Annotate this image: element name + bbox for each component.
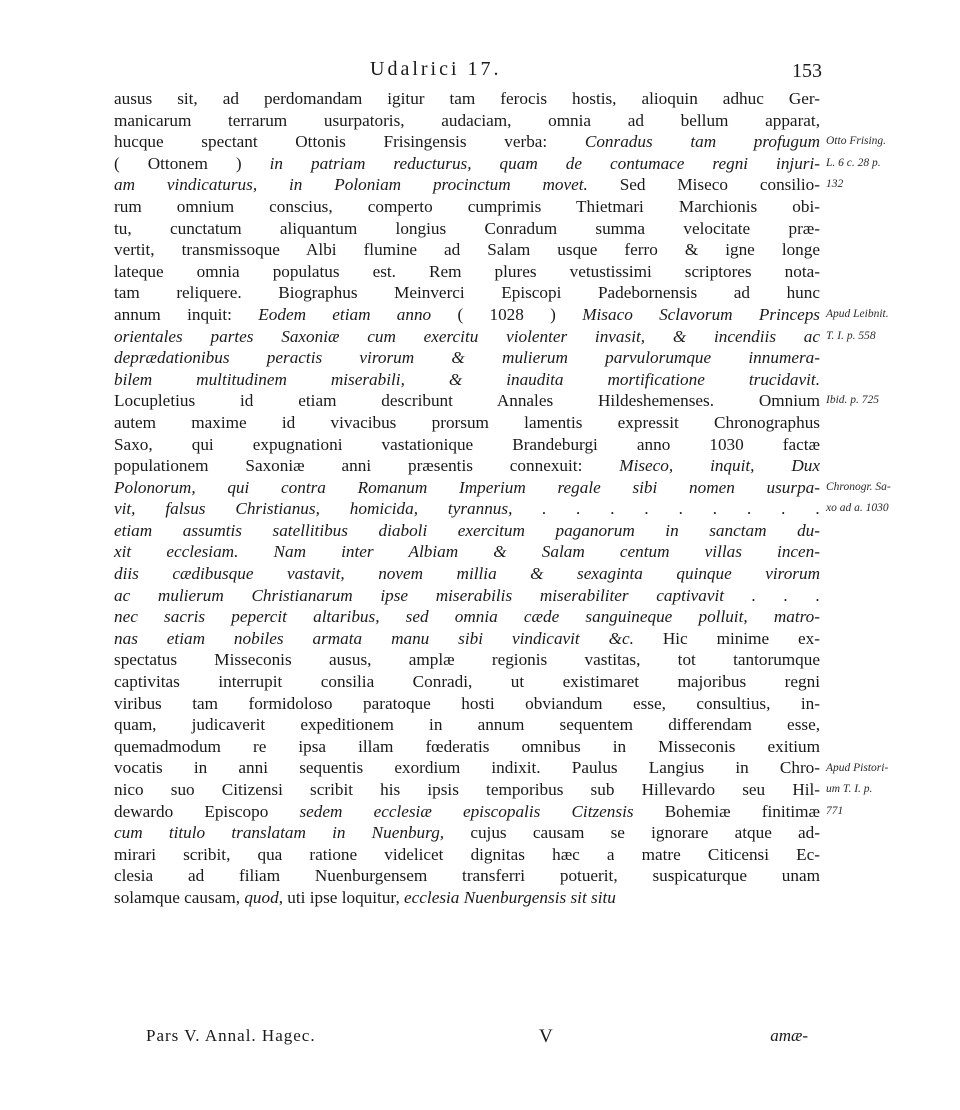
text-line [114, 801, 820, 823]
signature-mark: V [539, 1026, 553, 1047]
text-line [114, 541, 820, 563]
page-number: 153 [792, 60, 822, 82]
text-line [114, 455, 820, 477]
text-line [114, 822, 820, 844]
text-line [114, 585, 820, 607]
text-line [114, 390, 820, 412]
text-run: , uti ipse loquitur, [278, 887, 405, 907]
text-run: hucque spectant Ottonis Frisingensis verba: [114, 132, 585, 152]
text-line [114, 88, 820, 110]
margin-note: 771 [826, 804, 844, 817]
text-line [114, 304, 820, 326]
text-run: clesia ad filiam Nuenburgensem transferri potuerit, suspicaturque unam [114, 866, 820, 886]
margin-note: xo ad a. 1030 [826, 502, 889, 515]
text-run: autem maxime id vivacibus prorsum lamentis expressit Chronographus [114, 412, 820, 432]
text-run: captivitas interrupit consilia Conradi, ut existimaret majoribus regni [114, 672, 820, 692]
text-line [114, 649, 820, 671]
margin-note: L. 6 c. 28 p. [826, 156, 881, 169]
text-run: tu, cunctatum aliquantum longius Conradum summa velocitate præ- [114, 218, 820, 238]
italic-text-run: cum titulo translatam in Nuenburg, [114, 823, 445, 843]
margin-note: um T. I. p. [826, 783, 873, 796]
text-line [114, 671, 820, 693]
text-line [114, 844, 820, 866]
text-run: dewardo Episcopo [114, 801, 300, 821]
text-line [114, 239, 820, 261]
text-run: quemadmodum re ipsa illam fœderatis omnibus in Misseconis exitium [114, 736, 820, 756]
text-run: ausus sit, ad perdomandam igitur tam ferocis hostis, alioquin adhuc Ger- [114, 89, 820, 108]
margin-note: Apud Leibnit. [826, 308, 889, 320]
text-line [114, 218, 820, 240]
italic-text-run: nec sacris pepercit altaribus, sed omnia cæde sanguineque polluit, matro- [114, 607, 820, 627]
text-run: mirari scribit, qua ratione videlicet dignitas hæc a matre Citicensi Ec- [114, 844, 820, 864]
italic-text-run: ac mulierum Christianarum ipse miserabilis miserabiliter captivavit . . . [114, 585, 820, 605]
text-line [114, 347, 820, 369]
text-run: manicarum terrarum usurpatoris, audaciam, omnia ad bellum apparat, [114, 110, 820, 130]
text-line [114, 282, 820, 304]
text-line [114, 520, 820, 542]
text-run: Bohemiæ finitimæ [633, 801, 820, 821]
text-line [114, 736, 820, 758]
signature-line [114, 1026, 820, 1050]
text-run: Hic minime ex- [633, 628, 820, 648]
text-run: Saxo, qui expugnationi vastationique Brandeburgi anno 1030 factæ [114, 434, 820, 454]
text-line [114, 412, 820, 434]
italic-text-run: vit, falsus Christianus, homicida, tyrannus, . . . . . . . . . [114, 499, 820, 519]
text-run: spectatus Misseconis ausus, amplæ regionis vastitas, tot tantorumque [114, 650, 820, 670]
margin-note: Otto Frising. [826, 135, 887, 148]
text-run: vocatis in anni sequentis exordium indixit. Paulus Langius in Chro- [114, 758, 820, 778]
italic-text-run: orientales partes Saxoniæ cum exercitu violenter invasit, & incendiis ac [114, 326, 820, 346]
text-line [114, 434, 820, 456]
margin-note: Chronogr. Sa- [826, 480, 891, 493]
running-head [0, 58, 960, 88]
text-line [114, 131, 820, 153]
text-line [114, 606, 820, 628]
text-line [114, 369, 820, 391]
italic-text-run: Misaco Sclavorum Princeps [582, 304, 820, 324]
text-run: ( Ottonem ) [114, 153, 270, 173]
italic-text-run: nas etiam nobiles armata manu sibi vindicavit &c. [114, 628, 634, 648]
text-run: ( 1028 ) [431, 304, 583, 324]
catchword: amæ- [770, 1026, 808, 1045]
text-run: Sed Miseco consilio- [587, 175, 820, 195]
text-line [114, 887, 820, 909]
text-line [114, 865, 820, 887]
text-line [114, 779, 820, 801]
text-run: quam, judicaverit expeditionem in annum sequentem differendam esse, [114, 715, 820, 735]
text-run: tam reliquere. Biographus Meinverci Episcopi Padebornensis ad hunc [114, 283, 820, 303]
text-run: lateque omnia populatus est. Rem plures vetustissimi scriptores nota- [114, 261, 820, 281]
text-run: Locupletius id etiam describunt Annales Hildeshemenses. Omnium [114, 391, 820, 411]
margin-note: Apud Pistori- [826, 761, 889, 774]
signature-title: Pars V. Annal. Hagec. [146, 1026, 316, 1045]
margin-note: T. I. p. 558 [826, 329, 876, 342]
italic-text-run: am vindicaturus, in Poloniam procinctum movet. [114, 175, 588, 195]
text-run: populationem Saxoniæ anni præsentis connexuit: [114, 456, 620, 476]
text-run: annum inquit: [114, 304, 259, 324]
italic-text-run: in patriam reducturus, quam de contumace regni injuri- [269, 153, 820, 173]
text-run: cujus causam se ignorare atque ad- [444, 823, 820, 843]
text-line [114, 196, 820, 218]
text-line [114, 477, 820, 499]
text-line [114, 498, 820, 520]
italic-text-run: etiam assumtis satellitibus diaboli exercitum paganorum in sanctam du- [114, 520, 820, 540]
italic-text-run: sedem ecclesiæ episcopalis Citzensis [299, 801, 634, 821]
text-run: nico suo Citizensi scribit his ipsis temporibus sub Hillevardo seu Hil- [114, 780, 820, 799]
italic-text-run: Conradus tam profugum [584, 132, 820, 152]
italic-text-run: diis cædibusque vastavit, novem millia & sexaginta quinque virorum [114, 564, 820, 584]
italic-text-run: quod [244, 887, 279, 907]
text-line [114, 693, 820, 715]
margin-note: Ibid. p. 725 [826, 394, 880, 407]
italic-text-run: deprædationibus peractis virorum & mulierum parvulorumque innumera- [114, 348, 820, 368]
body-text [114, 88, 820, 909]
text-run: viribus tam formidoloso paratoque hosti obviandum esse, consultius, in- [114, 693, 820, 713]
italic-text-run: Eodem etiam anno [258, 304, 432, 324]
italic-text-run: bilem multitudinem miserabili, & inaudita mortificatione trucidavit. [114, 369, 820, 389]
margin-note: 132 [826, 178, 844, 191]
text-run: vertit, transmissoque Albi flumine ad Salam usque ferro & igne longe [114, 240, 820, 260]
text-line [114, 261, 820, 283]
text-line [114, 110, 820, 132]
text-line [114, 174, 820, 196]
italic-text-run: ecclesia Nuenburgensis sit situ [404, 887, 616, 907]
text-line [114, 563, 820, 585]
italic-text-run: Miseco, inquit, Dux [619, 456, 820, 476]
text-line [114, 757, 820, 779]
text-line [114, 153, 820, 175]
text-run: solamque causam, [114, 887, 245, 907]
text-line [114, 326, 820, 348]
italic-text-run: Polonorum, qui contra Romanum Imperium regale sibi nomen usurpa- [114, 477, 820, 497]
running-title: Udalrici 17. [370, 58, 502, 80]
text-line [114, 714, 820, 736]
italic-text-run: xit ecclesiam. Nam inter Albiam & Salam centum villas incen- [114, 542, 820, 562]
text-run: rum omnium conscius, comperto cumprimis Thietmari Marchionis obi- [114, 196, 820, 216]
text-line [114, 628, 820, 650]
